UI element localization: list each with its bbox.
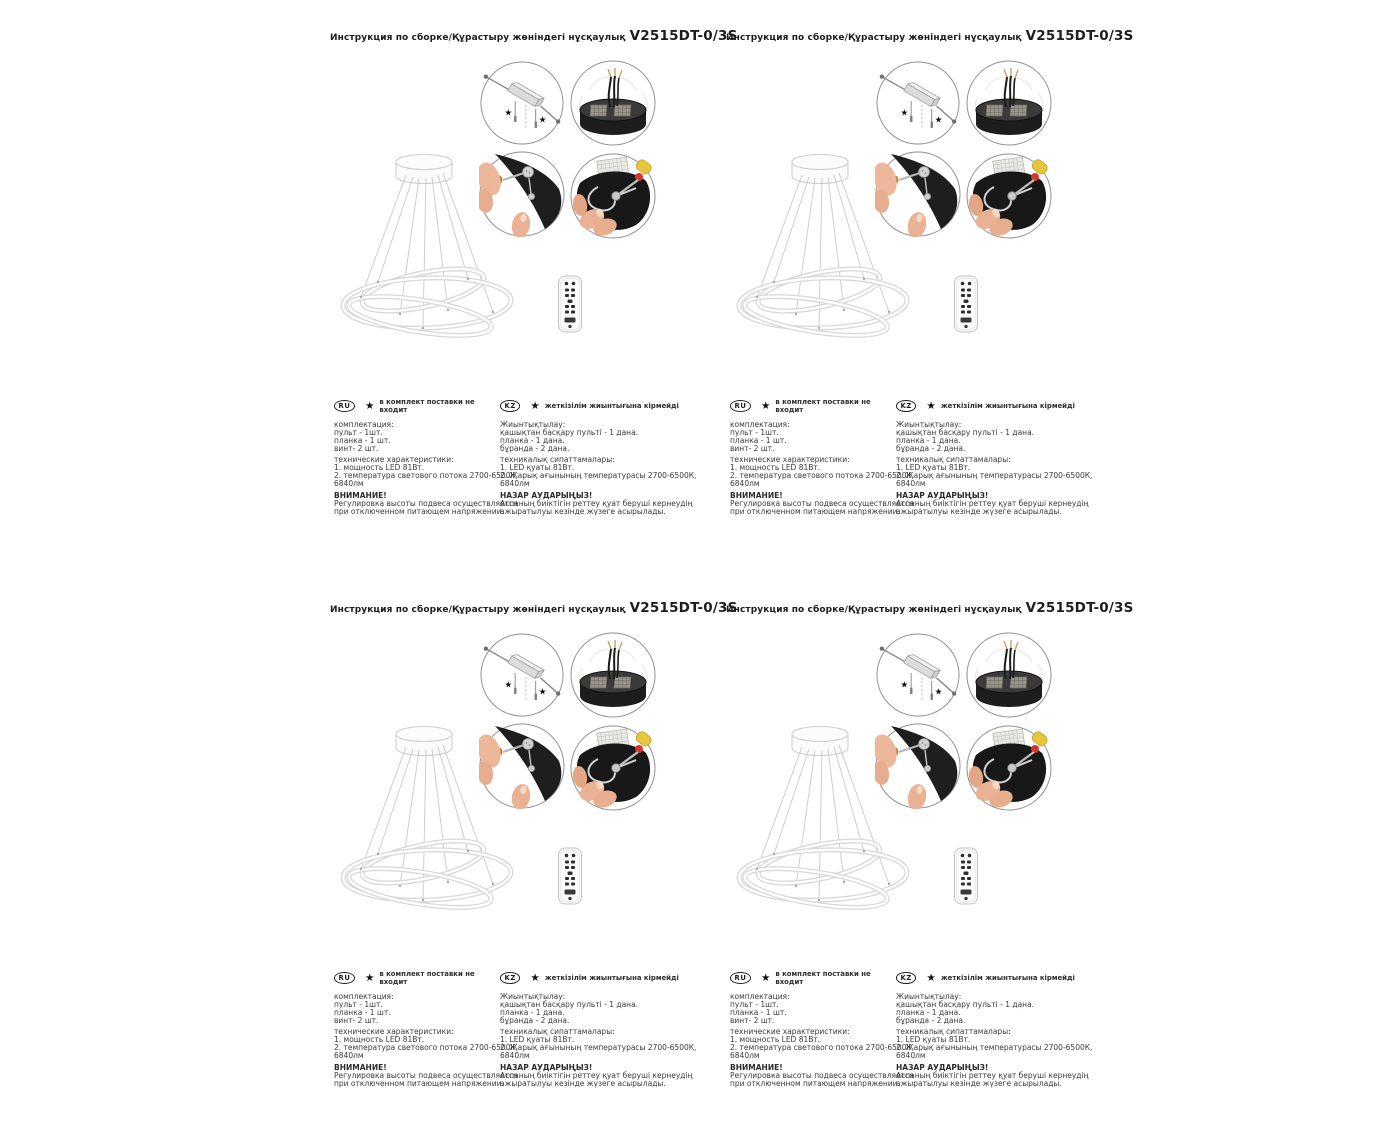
step1-bracket-circle xyxy=(876,61,960,145)
kz-text-block xyxy=(500,421,696,516)
remote-control xyxy=(953,275,979,333)
ru-line: 6840лм xyxy=(334,479,364,489)
step4-cable-adjust-circle xyxy=(966,725,1052,811)
kz-line: 2. Жарық ағынының температурасы 2700-6500К, xyxy=(896,1042,1093,1052)
ru-badge-row xyxy=(730,397,898,414)
kz-line: қашықтан басқару пульті - 1 дана. xyxy=(896,1000,1035,1010)
ru-text-block xyxy=(334,992,519,1089)
ru-line: 1. мощность LED 81Вт. xyxy=(730,1034,821,1044)
kz-line: планка - 1 дана. xyxy=(896,436,961,446)
not-included-star-icon: ★ xyxy=(934,687,943,698)
asterisk-icon: ★ xyxy=(926,400,936,412)
model-number: V2515DT-0/3S xyxy=(1025,600,1134,616)
title-text: Инструкция по сборке/Құрастыру жөніндегі нұсқаулық xyxy=(726,605,1022,615)
ru-line: планка - 1 шт. xyxy=(730,436,787,446)
kz-section xyxy=(500,400,696,516)
ru-text-block xyxy=(730,420,915,517)
ru-badge-row xyxy=(334,969,502,986)
kz-text-block xyxy=(896,993,1092,1088)
kz-line: ажыратылуы кезінде жүзеге асырылады. xyxy=(500,507,666,517)
step3-screwdriver-circle xyxy=(479,723,565,809)
light-rings xyxy=(738,832,908,915)
ru-line: планка - 1 шт. xyxy=(334,1008,391,1018)
ru-line: Регулировка высоты подвеса осуществляется xyxy=(730,1070,914,1080)
sheet-title xyxy=(726,25,1134,44)
kz-line: техникалық сипаттамалары: xyxy=(896,1026,1011,1036)
kz-badge: KZ xyxy=(896,972,916,984)
kz-line: Жиынтықтылау: xyxy=(896,992,962,1001)
title-text: Инструкция по сборке/Құрастыру жөніндегі нұсқаулық xyxy=(726,33,1022,43)
kz-line: Жиынтықтылау: xyxy=(500,992,566,1001)
kz-section xyxy=(500,972,696,1088)
kz-line: қашықтан басқару пульті - 1 дана. xyxy=(500,1000,639,1010)
kz-warning-heading: НАЗАР АУДАРЫҢЫЗ! xyxy=(500,490,593,500)
kz-line: планка - 1 дана. xyxy=(500,436,565,446)
light-rings xyxy=(738,260,908,343)
light-rings xyxy=(342,260,512,343)
ru-line: при отключенном питающем напряжении. xyxy=(730,1079,900,1089)
ru-line: при отключенном питающем напряжении. xyxy=(334,507,504,517)
kz-line: 6840лм xyxy=(500,479,530,489)
kz-badge: KZ xyxy=(500,972,520,984)
kz-line: қашықтан басқару пульті - 1 дана. xyxy=(896,428,1035,438)
sheet-title xyxy=(330,25,738,44)
remote-control xyxy=(557,275,583,333)
asterisk-icon: ★ xyxy=(760,972,771,984)
ru-not-included-note: в комплект поставки не входит xyxy=(775,969,871,986)
not-included-star-icon: ★ xyxy=(900,108,909,119)
ru-line: комплектация: xyxy=(334,992,394,1001)
sheet-title xyxy=(726,597,1134,616)
ru-line: планка - 1 шт. xyxy=(334,436,391,446)
kz-line: Аспаның биіктігін реттеу қуат беруші кернеудің xyxy=(896,498,1089,508)
ru-text-block xyxy=(334,420,519,517)
ru-line: винт- 2 шт. xyxy=(730,1016,775,1026)
ru-line: пульт - 1шт. xyxy=(730,1000,779,1010)
model-number: V2515DT-0/3S xyxy=(1025,28,1134,44)
kz-line: Аспаның биіктігін реттеу қуат беруші кернеудің xyxy=(500,1070,693,1080)
instruction-sheet xyxy=(726,592,1134,1140)
ru-not-included-note: в комплект поставки не входит xyxy=(379,969,475,986)
ru-badge: RU xyxy=(730,972,751,984)
ru-line: 2. температура светового потока 2700-6500К, xyxy=(334,1042,519,1052)
instruction-sheet xyxy=(330,592,738,1140)
kz-warning-heading: НАЗАР АУДАРЫҢЫЗ! xyxy=(500,1062,593,1072)
ru-line: 2. температура светового потока 2700-6500К, xyxy=(334,470,519,480)
ru-line: 6840лм xyxy=(730,1051,760,1061)
model-number: V2515DT-0/3S xyxy=(629,28,738,44)
kz-not-included-note: жеткізілім жиынтығына кірмейді xyxy=(940,973,1075,982)
step2-canopy-wires-circle xyxy=(966,60,1052,146)
ru-line: винт- 2 шт. xyxy=(730,444,775,454)
kz-line: бұранда - 2 дана. xyxy=(500,444,570,454)
ru-line: технические характеристики: xyxy=(730,1026,850,1036)
ru-line: комплектация: xyxy=(730,420,790,429)
ru-badge: RU xyxy=(334,400,355,412)
ru-warning-heading: ВНИМАНИЕ! xyxy=(334,490,387,500)
kz-badge: KZ xyxy=(896,400,916,412)
ru-line: 6840лм xyxy=(334,1051,364,1061)
model-number: V2515DT-0/3S xyxy=(629,600,738,616)
asterisk-icon: ★ xyxy=(760,400,771,412)
ru-warning-heading: ВНИМАНИЕ! xyxy=(730,490,783,500)
title-text: Инструкция по сборке/Құрастыру жөніндегі нұсқаулық xyxy=(330,33,626,43)
title-text: Инструкция по сборке/Құрастыру жөніндегі нұсқаулық xyxy=(330,605,626,615)
kz-line: 1. LED қуаты 81Вт. xyxy=(896,1034,971,1044)
sheet-title xyxy=(330,597,738,616)
step1-bracket-circle xyxy=(480,633,564,717)
step3-screwdriver-circle xyxy=(875,151,961,237)
ru-line: планка - 1 шт. xyxy=(730,1008,787,1018)
kz-line: 2. Жарық ағынының температурасы 2700-6500К, xyxy=(896,470,1093,480)
not-included-star-icon: ★ xyxy=(934,115,943,126)
kz-section xyxy=(896,972,1092,1088)
kz-line: 1. LED қуаты 81Вт. xyxy=(500,462,575,472)
canopy-bowl xyxy=(976,671,1042,707)
ru-badge: RU xyxy=(334,972,355,984)
kz-section xyxy=(896,400,1092,516)
kz-badge-row xyxy=(896,400,1092,412)
canopy-bowl xyxy=(580,671,646,707)
kz-line: бұранда - 2 дана. xyxy=(896,444,966,454)
kz-line: 1. LED қуаты 81Вт. xyxy=(500,1034,575,1044)
ru-line: технические характеристики: xyxy=(334,454,454,464)
step4-cable-adjust-circle xyxy=(570,153,656,239)
step3-screwdriver-circle xyxy=(479,151,565,237)
not-included-star-icon: ★ xyxy=(900,680,909,691)
asterisk-icon: ★ xyxy=(926,972,936,984)
kz-line: планка - 1 дана. xyxy=(500,1008,565,1018)
kz-line: Жиынтықтылау: xyxy=(896,420,962,429)
light-rings xyxy=(342,832,512,915)
not-included-star-icon: ★ xyxy=(504,108,513,119)
ru-line: Регулировка высоты подвеса осуществляется xyxy=(334,498,518,508)
kz-badge-row xyxy=(500,972,696,984)
ru-warning-heading: ВНИМАНИЕ! xyxy=(334,1062,387,1072)
kz-not-included-note: жеткізілім жиынтығына кірмейді xyxy=(544,401,679,410)
canopy-bowl xyxy=(976,99,1042,135)
step2-canopy-wires-circle xyxy=(570,60,656,146)
remote-control xyxy=(953,847,979,905)
kz-line: 6840лм xyxy=(500,1051,530,1061)
ru-badge-row xyxy=(730,969,898,986)
kz-line: бұранда - 2 дана. xyxy=(500,1016,570,1026)
ru-line: 6840лм xyxy=(730,479,760,489)
kz-text-block xyxy=(500,993,696,1088)
cable-lock xyxy=(612,764,621,773)
kz-text-block xyxy=(896,421,1092,516)
ru-badge-row xyxy=(334,397,502,414)
ru-line: пульт - 1шт. xyxy=(334,1000,383,1010)
not-included-star-icon: ★ xyxy=(538,687,547,698)
kz-line: 1. LED қуаты 81Вт. xyxy=(896,462,971,472)
kz-line: 2. Жарық ағынының температурасы 2700-6500К, xyxy=(500,1042,697,1052)
step3-screwdriver-circle xyxy=(875,723,961,809)
ru-badge: RU xyxy=(730,400,751,412)
ru-not-included-note: в комплект поставки не входит xyxy=(775,397,871,414)
kz-line: ажыратылуы кезінде жүзеге асырылады. xyxy=(500,1079,666,1089)
kz-line: техникалық сипаттамалары: xyxy=(896,454,1011,464)
asterisk-icon: ★ xyxy=(364,972,375,984)
ru-line: 1. мощность LED 81Вт. xyxy=(334,462,425,472)
ru-line: технические характеристики: xyxy=(730,454,850,464)
cable-lock xyxy=(612,192,621,201)
not-included-star-icon: ★ xyxy=(538,115,547,126)
asterisk-icon: ★ xyxy=(364,400,375,412)
ru-line: 1. мощность LED 81Вт. xyxy=(334,1034,425,1044)
ru-line: пульт - 1шт. xyxy=(730,428,779,438)
ru-line: винт- 2 шт. xyxy=(334,1016,379,1026)
ru-line: 2. температура светового потока 2700-6500К, xyxy=(730,1042,915,1052)
kz-badge-row xyxy=(896,972,1092,984)
step1-bracket-circle xyxy=(876,633,960,717)
asterisk-icon: ★ xyxy=(530,400,540,412)
ru-line: Регулировка высоты подвеса осуществляется xyxy=(730,498,914,508)
step2-canopy-wires-circle xyxy=(570,632,656,718)
ru-line: комплектация: xyxy=(730,992,790,1001)
step2-canopy-wires-circle xyxy=(966,632,1052,718)
kz-line: планка - 1 дана. xyxy=(896,1008,961,1018)
kz-line: техникалық сипаттамалары: xyxy=(500,454,615,464)
kz-line: 2. Жарық ағынының температурасы 2700-6500К, xyxy=(500,470,697,480)
kz-line: 6840лм xyxy=(896,1051,926,1061)
ru-not-included-note: в комплект поставки не входит xyxy=(379,397,475,414)
remote-control xyxy=(557,847,583,905)
ru-line: при отключенном питающем напряжении. xyxy=(334,1079,504,1089)
ru-line: винт- 2 шт. xyxy=(334,444,379,454)
not-included-star-icon: ★ xyxy=(504,680,513,691)
canopy-bowl xyxy=(580,99,646,135)
instruction-sheet xyxy=(726,20,1134,568)
kz-line: Аспаның биіктігін реттеу қуат беруші кернеудің xyxy=(896,1070,1089,1080)
ru-line: 1. мощность LED 81Вт. xyxy=(730,462,821,472)
kz-warning-heading: НАЗАР АУДАРЫҢЫЗ! xyxy=(896,490,989,500)
step4-cable-adjust-circle xyxy=(966,153,1052,239)
ru-warning-heading: ВНИМАНИЕ! xyxy=(730,1062,783,1072)
kz-line: бұранда - 2 дана. xyxy=(896,1016,966,1026)
kz-line: ажыратылуы кезінде жүзеге асырылады. xyxy=(896,1079,1062,1089)
ru-line: технические характеристики: xyxy=(334,1026,454,1036)
ru-line: комплектация: xyxy=(334,420,394,429)
ru-line: пульт - 1шт. xyxy=(334,428,383,438)
kz-line: ажыратылуы кезінде жүзеге асырылады. xyxy=(896,507,1062,517)
kz-line: Аспаның биіктігін реттеу қуат беруші кернеудің xyxy=(500,498,693,508)
cable-lock xyxy=(1008,764,1017,773)
kz-not-included-note: жеткізілім жиынтығына кірмейді xyxy=(940,401,1075,410)
asterisk-icon: ★ xyxy=(530,972,540,984)
step1-bracket-circle xyxy=(480,61,564,145)
ru-line: при отключенном питающем напряжении. xyxy=(730,507,900,517)
ru-text-block xyxy=(730,992,915,1089)
kz-not-included-note: жеткізілім жиынтығына кірмейді xyxy=(544,973,679,982)
ru-line: Регулировка высоты подвеса осуществляется xyxy=(334,1070,518,1080)
kz-line: қашықтан басқару пульті - 1 дана. xyxy=(500,428,639,438)
ru-line: 2. температура светового потока 2700-6500К, xyxy=(730,470,915,480)
kz-badge-row xyxy=(500,400,696,412)
kz-warning-heading: НАЗАР АУДАРЫҢЫЗ! xyxy=(896,1062,989,1072)
step4-cable-adjust-circle xyxy=(570,725,656,811)
kz-line: Жиынтықтылау: xyxy=(500,420,566,429)
kz-line: техникалық сипаттамалары: xyxy=(500,1026,615,1036)
kz-badge: KZ xyxy=(500,400,520,412)
kz-line: 6840лм xyxy=(896,479,926,489)
instruction-sheet xyxy=(330,20,738,568)
cable-lock xyxy=(1008,192,1017,201)
